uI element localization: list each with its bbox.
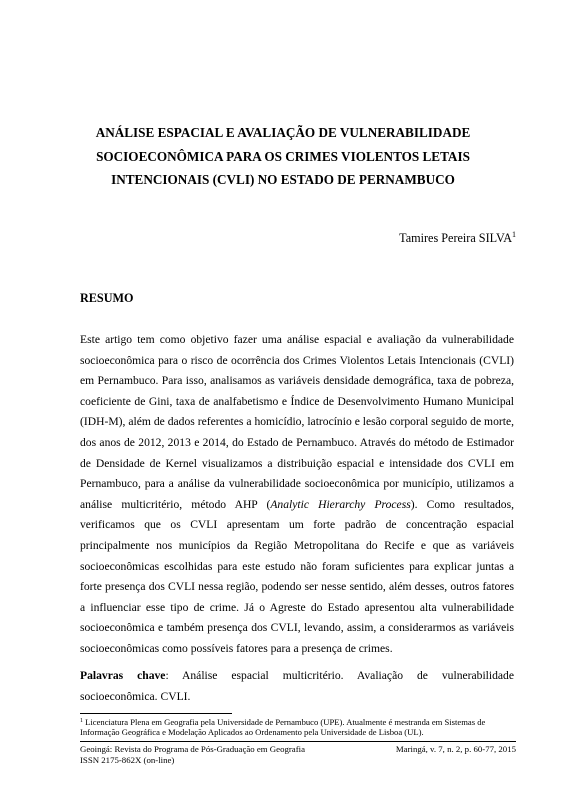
keywords-label: Palavras chave (80, 669, 166, 682)
keywords (80, 666, 514, 707)
footnote-divider (80, 713, 232, 714)
footnote (80, 717, 516, 738)
title-line-1: ANÁLISE ESPACIAL E AVALIAÇÃO DE VULNERABILIDADE (95, 125, 471, 140)
footer-divider (80, 741, 516, 742)
abstract-italic-term: Analytic Hierarchy Process (270, 497, 411, 511)
footer-journal-name: Geoingá: Revista do Programa de Pós-Graduação em Geografia (80, 744, 305, 754)
abstract-part-2: ). Como resultados, verificamos que os CVLI apresentam um forte padrão de concentração espacial principalmente nos municípios da Região Metropolitana do Recife e que as variáveis socioeconômicas escolhidas para este estudo não foram suficientes para explicar juntas a forte presença dos CVLI nessa região, podendo ser nesse sentido, além desses, outros fatores a influenciar esse tipo de crime. Já o Agreste do Estado apresentou alta vulnerabilidade socioeconômica e também presença dos CVLI, levando, assim, a considerarmos as variáveis socioeconômicas como possíveis fatores para a presença de crimes. (80, 497, 514, 655)
footer-issn: ISSN 2175-862X (on-line) (80, 755, 175, 765)
abstract-part-1: Este artigo tem como objetivo fazer uma análise espacial e avaliação da vulnerabilidade socioeconômica para o risco de ocorrência dos Crimes Violentos Letais Intencionais (CVLI) em Pernambuco. Para isso, analisamos as variáveis densidade demográfica, taxa de pobreza, coeficiente de Gini, taxa de analfabetismo e Índice de Desenvolvimento Humano Municipal (IDH-M), além de dados referentes a homicídio, latrocínio e lesão corporal seguido de morte, dos anos de 2012, 2013 e 2014, do Estado de Pernambuco. Através do método de Estimador de Densidade de Kernel visualizamos a distribuição espacial e intensidade dos CVLI em Pernambuco, para a análise da vulnerabilidade socioeconômica por município, utilizamos a análise multicritério, método AHP ( (80, 333, 514, 511)
author-name: Tamires Pereira SILVA (399, 231, 512, 245)
keywords-separator: : (165, 669, 183, 682)
author-footnote-marker: 1 (512, 230, 516, 239)
article-title (60, 121, 506, 192)
abstract-text (80, 330, 514, 660)
footnote-marker: 1 (80, 718, 83, 724)
footer-journal-info (80, 744, 305, 766)
keywords-text: Análise espacial multicritério. Avaliação de vulnerabilidade socioeconômica. CVLI. (80, 669, 514, 703)
footer-citation: Maringá, v. 7, n. 2, p. 60-77, 2015 (395, 744, 516, 754)
footnote-text: Licenciatura Plena em Geografia pela Universidade de Pernambuco (UPE). Atualmente é mestranda em Sistemas de Informação Geográfica e Modelação Aplicados ao Ordenamento pela Universidade de Lisboa (UL). (80, 717, 486, 738)
resumo-heading: RESUMO (80, 291, 134, 305)
title-line-2: SOCIOECONÔMICA PARA OS CRIMES VIOLENTOS LETAIS (96, 148, 470, 164)
author-line (399, 231, 516, 246)
title-line-3: INTENCIONAIS (CVLI) NO ESTADO DE PERNAMBUCO (111, 172, 455, 187)
